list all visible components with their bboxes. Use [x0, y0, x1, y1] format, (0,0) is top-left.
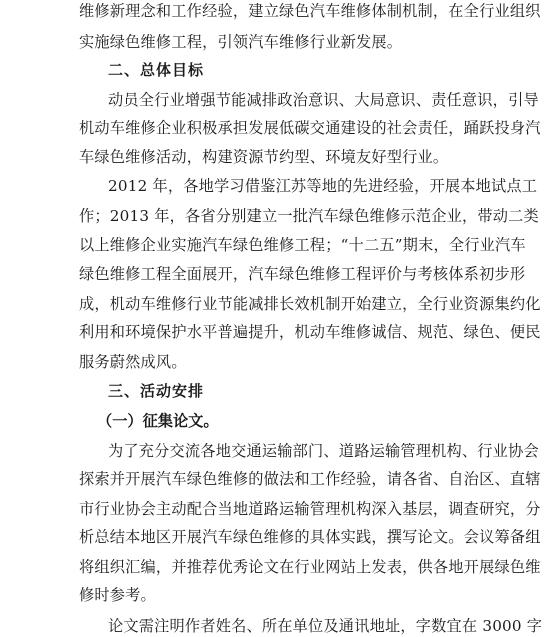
paragraph-line: 修时参考。 — [79, 586, 156, 605]
paragraph-line: 绿色维修工程全面展开，汽车绿色维修工程评价与考核体系初步形 — [79, 265, 526, 284]
paragraph-line: 机动车维修企业积极承担发展低碳交通建设的社会责任，踊跃投身汽 — [79, 119, 541, 138]
paragraph-line: 以上维修企业实施汽车绿色维修工程；“十二五”期末，全行业汽车 — [79, 235, 526, 254]
paragraph-line: 市行业协会主动配合当地道路运输管理机构深入基层，调查研究，分 — [79, 499, 541, 518]
paragraph-line: 将组织汇编，并推荐优秀论文在行业网站上发表，供各地开展绿色维 — [79, 557, 541, 576]
paragraph-line: 论文需注明作者姓名、所在单位及通讯地址，字数宜在 3000 字 — [108, 617, 543, 635]
paragraph-line: 为了充分交流各地交通运输部门、道路运输管理机构、行业协会 — [108, 441, 539, 460]
intro-line-2: 实施绿色维修工程，引领汽车维修行业新发展。 — [79, 33, 403, 52]
paragraph-line: 作；2013 年，各省分别建立一批汽车绿色维修示范企业，带动二类 — [79, 207, 539, 225]
paragraph-line: 动员全行业增强节能减排政治意识、大局意识、责任意识，引导 — [108, 90, 539, 109]
paragraph-line: 2012 年，各地学习借鉴江苏等地的先进经验，开展本地试点工 — [108, 177, 538, 196]
paragraph-line: 服务蔚然成风。 — [79, 352, 187, 371]
section-heading-overall-goal: 二、总体目标 — [108, 61, 205, 80]
paragraph-line: 析总结本地区开展汽车绿色维修的具体实践，撰写论文。会议筹备组 — [79, 528, 541, 547]
intro-line-1: 维修新理念和工作经验，建立绿色汽车维修体制机制，在全行业组织 — [79, 2, 541, 20]
paragraph-line: 成，机动车维修行业节能减排长效机制开始建立，全行业资源集约化 — [79, 294, 541, 313]
paragraph-line: 利用和环境保护水平普遍提升，机动车维修诚信、规范、绿色、便民 — [79, 323, 541, 342]
paragraph-line: 探索并开展汽车绿色维修的做法和工作经验，请各省、自治区、直辖 — [79, 470, 541, 489]
subsection-heading-call-for-papers: （一）征集论文。 — [97, 412, 219, 430]
paragraph-line: 车绿色维修活动，构建资源节约型、环境友好型行业。 — [79, 147, 449, 166]
section-heading-activity-arrangement: 三、活动安排 — [108, 382, 205, 401]
